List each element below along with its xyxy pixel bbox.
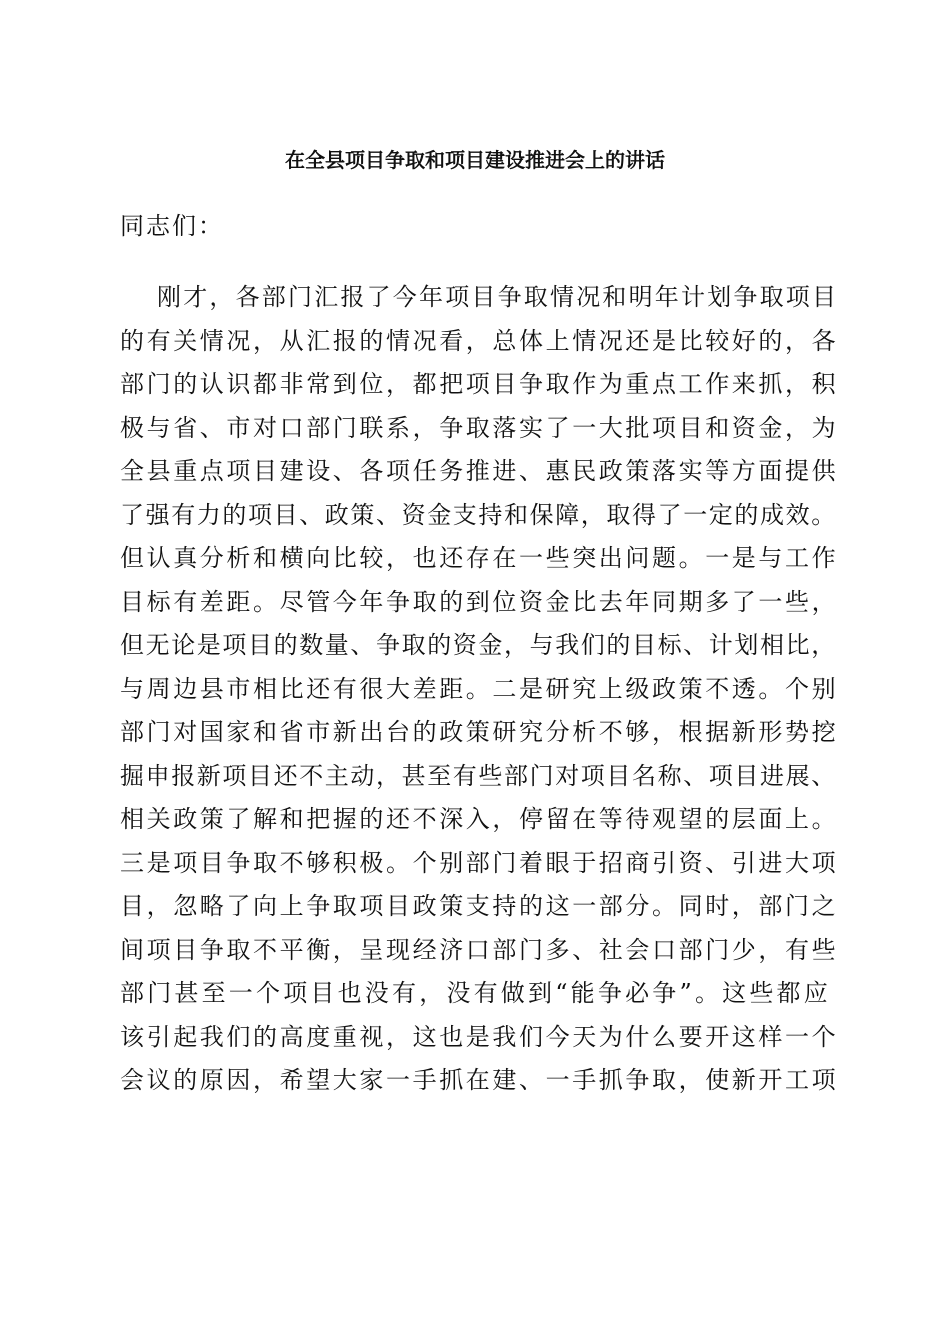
text-line: 会议的原因，希望大家一手抓在建、一手抓争取，使新开工项 xyxy=(120,1066,839,1094)
text-line: 目标有差距。尽管今年争取的到位资金比去年同期多了一些， xyxy=(120,587,839,616)
text-line: 刚才，各部门汇报了今年项目争取情况和明年计划争取项目 xyxy=(157,283,839,311)
text-line: 了强有力的项目、政策、资金支持和保障，取得了一定的成效。 xyxy=(120,500,837,529)
salutation: 同志们： xyxy=(120,212,224,240)
text-line: 极与省、市对口部门联系，争取落实了一大批项目和资金，为 xyxy=(120,413,839,442)
text-line: 该引起我们的高度重视，这也是我们今天为什么要开这样一个 xyxy=(120,1022,839,1051)
text-line: 但认真分析和横向比较，也还存在一些突出问题。一是与工作 xyxy=(120,544,839,572)
text-line: 间项目争取不平衡，呈现经济口部门多、社会口部门少，有些 xyxy=(120,935,839,964)
text-line: 三是项目争取不够积极。个别部门着眼于招商引资、引进大项 xyxy=(120,848,839,877)
text-line: 掘申报新项目还不主动，甚至有些部门对项目名称、项目进展、 xyxy=(120,761,837,790)
text-line: 相关政策了解和把握的还不深入，停留在等待观望的层面上。 xyxy=(120,805,839,833)
text-line: 与周边县市相比还有很大差距。二是研究上级政策不透。个别 xyxy=(120,674,839,703)
body-paragraph xyxy=(120,278,840,1105)
text-line: 部门对国家和省市新出台的政策研究分析不够，根据新形势挖 xyxy=(120,718,839,746)
text-line: 目，忽略了向上争取项目政策支持的这一部分。同时，部门之 xyxy=(120,892,839,920)
text-line: 但无论是项目的数量、争取的资金，与我们的目标、计划相比， xyxy=(120,631,837,659)
text-line: 部门甚至一个项目也没有，没有做到“能争必争”。这些都应 xyxy=(120,979,831,1007)
document-title: 在全县项目争取和项目建设推进会上的讲话 xyxy=(285,148,665,172)
text-line: 全县重点项目建设、各项任务推进、惠民政策落实等方面提供 xyxy=(120,457,839,485)
text-line: 的有关情况，从汇报的情况看，总体上情况还是比较好的，各 xyxy=(120,326,839,355)
text-line: 部门的认识都非常到位，都把项目争取作为重点工作来抓，积 xyxy=(120,370,839,398)
